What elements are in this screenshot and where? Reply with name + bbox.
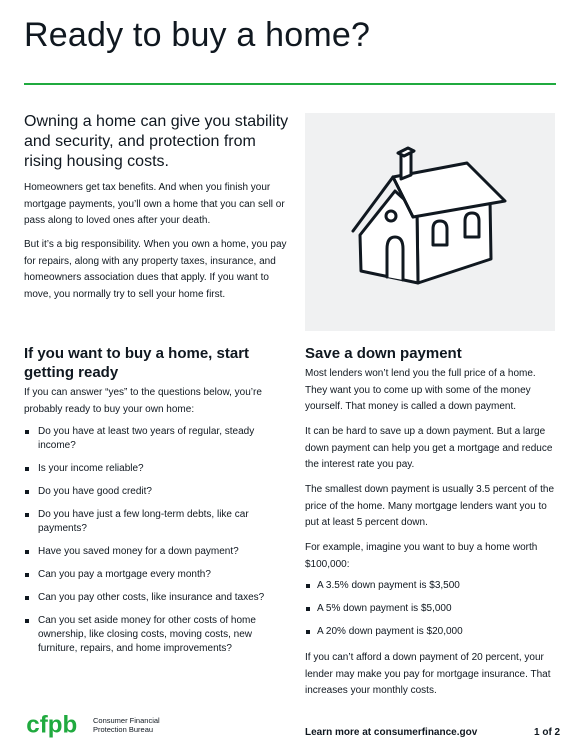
bullet-icon — [25, 596, 29, 600]
house-icon — [305, 113, 555, 331]
list-item: Can you pay other costs, like insurance and taxes? — [24, 591, 294, 605]
bullet-icon — [25, 550, 29, 554]
ready-heading: If you want to buy a home, start getting ready — [24, 345, 250, 381]
list-item: Can you set aside money for other costs of home ownership, like closing costs, moving costs, new furniture, repairs, and home improvements? — [24, 614, 294, 656]
list-item: Have you saved money for a down payment? — [24, 545, 294, 559]
agency-name-line: Consumer Financial — [93, 716, 160, 725]
cfpb-logo — [24, 712, 88, 738]
bullet-icon — [25, 430, 29, 434]
logo-wordmark: cfpb — [26, 712, 78, 738]
bullet-icon — [25, 619, 29, 623]
down-payment-heading: Save a down payment — [305, 345, 462, 362]
down-payment-paragraph: It can be hard to save up a down payment. But a large down payment can help you get a mortgage and reduce the interest rate you pay. — [305, 426, 553, 470]
title-divider — [24, 83, 556, 85]
bullet-icon — [25, 467, 29, 471]
intro-paragraph: Homeowners get tax benefits. And when you finish your mortgage payments, you’ll own a home that you can sell or pass along to loved ones after your death. — [24, 182, 285, 226]
down-payment-closing: If you can’t afford a down payment of 20 percent, your lender may make you pay for mortgage insurance. That increases your monthly costs. — [305, 652, 551, 696]
list-item: Can you pay a mortgage every month? — [24, 568, 294, 582]
intro-lead: Owning a home can give you stability and security, and protection from rising housing costs. — [24, 113, 289, 170]
intro-paragraph: But it’s a big responsibility. When you own a home, you pay for repairs, along with any property taxes, insurance, and homeowners association dues that apply. If you want to move, you normally try to sell your home first. — [24, 239, 287, 300]
learn-more-link[interactable]: Learn more at consumerfinance.gov — [305, 727, 478, 738]
list-item: Do you have just a few long-term debts, like car payments? — [24, 508, 294, 536]
page-number: 1 of 2 — [534, 727, 561, 738]
ready-intro: If you can answer “yes” to the questions below, you’re probably ready to buy your own home: — [24, 387, 262, 415]
down-payment-paragraph: Most lenders won’t lend you the full price of a home. They want you to come up with some of the money yourself. That money is called a down payment. — [305, 368, 536, 412]
list-item: A 5% down payment is $5,000 — [305, 602, 555, 616]
list-item: Do you have good credit? — [24, 485, 294, 499]
down-payment-paragraph: For example, imagine you want to buy a home worth $100,000: — [305, 542, 538, 570]
list-item: Is your income reliable? — [24, 462, 294, 476]
list-item: A 20% down payment is $20,000 — [305, 625, 555, 639]
house-illustration — [305, 113, 555, 331]
bullet-icon — [306, 584, 310, 588]
readiness-questions — [24, 425, 294, 665]
page-title: Ready to buy a home? — [24, 16, 371, 54]
list-item: Do you have at least two years of regular, steady income? — [24, 425, 294, 453]
agency-name-line: Protection Bureau — [93, 725, 154, 734]
bullet-icon — [306, 630, 310, 634]
bullet-icon — [25, 513, 29, 517]
bullet-icon — [306, 607, 310, 611]
agency-name — [93, 716, 183, 734]
bullet-icon — [25, 490, 29, 494]
down-payment-examples — [305, 579, 555, 648]
bullet-icon — [25, 573, 29, 577]
down-payment-paragraph: The smallest down payment is usually 3.5 percent of the price of the home. Many mortgage lenders want you to put at least 5 percent down. — [305, 484, 555, 528]
list-item: A 3.5% down payment is $3,500 — [305, 579, 555, 593]
